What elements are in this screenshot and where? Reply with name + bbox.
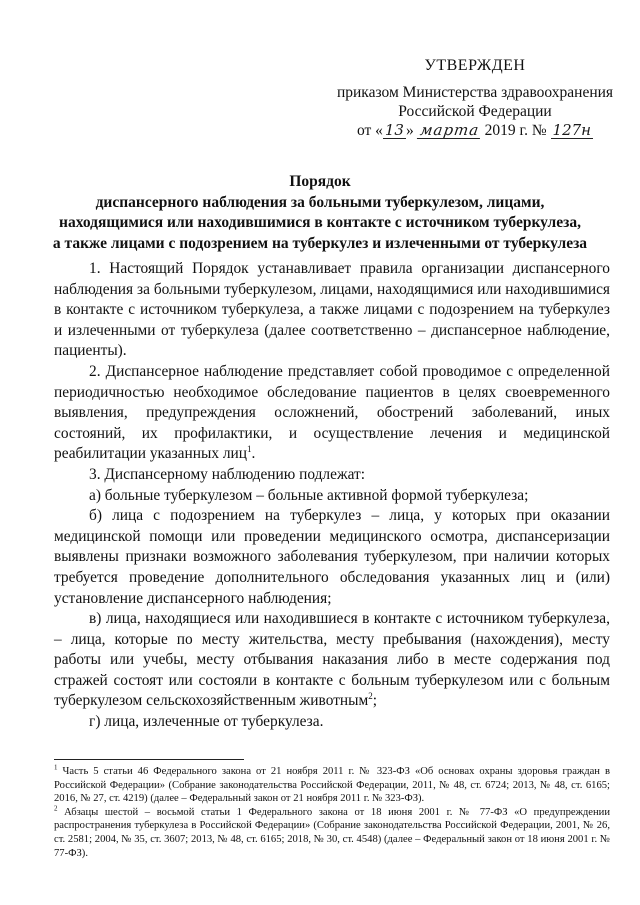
order-date-line [330, 121, 620, 140]
footnote-1-mark: 1 [54, 763, 58, 772]
order-year: 2019 г. [484, 122, 528, 139]
paragraph-3v-end: ; [372, 692, 378, 710]
footnote-2-text: Абзацы шестой – восьмой статьи 1 Федерального закона от 18 июня 2001 г. № 77-ФЗ «О предупреждении распространения туберкулеза в Российской Федерации» (Собрание законодательства Российской Федерации, 2001, № 26, ст. 2581; 2004, № 35, ст. 3607; 2013, № 48, ст. 6165; 2018, № 30, ст. 4548) (далее – Федеральный закон от 18 июня 2001 г. № 77-ФЗ). [54, 806, 610, 859]
date-prefix: от « [356, 122, 383, 139]
paragraph-3a: а) больные туберкулезом – больные активной формой туберкулеза; [89, 486, 529, 504]
number-prefix: № [531, 122, 547, 139]
paragraph-1: 1. Настоящий Порядок устанавливает правила организации диспансерного наблюдения за больными туберкулезом, лицами, находящимися или находившимися в контакте с источником туберкулеза, а также лицами с подозрением на туберкулез и излеченными от туберкулеза (далее соответственно – диспансерное наблюдение, пациенты). [54, 260, 610, 360]
title-line-3: находящимися или находившимися в контакте с источником туберкулеза, [59, 214, 581, 231]
paragraph-3v-text: в) лица, находящиеся или находившиеся в контакте с источником туберкулеза, – лица, которые по месту жительства, месту пребывания (нахождения), месту работы или учебы, месту отбывания наказания либо в месте содержания под стражей состоят или состояли в контакте с больным туберкулезом или с больным туберкулезом сельскохозяйственным животным [54, 610, 610, 710]
paragraph-3b: б) лица с подозрением на туберкулез – лица, у которых при оказании медицинской помощи или проведении медицинского осмотра, диспансеризации выявлены признаки возможного заболевания туберкулезом, при наличии которых требуется проведение дополнительного обследования указанных лиц и (или) установление диспансерного наблюдения; [54, 507, 610, 607]
paragraph-3g: г) лица, излеченные от туберкулеза. [89, 713, 324, 731]
handwritten-month: марта [418, 121, 481, 139]
paragraph-2-end: . [251, 445, 256, 463]
document-title [20, 172, 620, 254]
paragraph-2-text: 2. Диспансерное наблюдение представляет собой проводимое с определенной периодичностью необходимое обследование пациентов в целях своевременного выявления, предупреждения осложнений, обострений заболеваний, иных состояний, их профилактики, и осуществление лечения и медицинской реабилитации указанных лиц [54, 362, 610, 463]
paragraph-3: 3. Диспансерному наблюдению подлежат: [89, 465, 366, 483]
title-line-4: а также лицами с подозрением на туберкулез и излеченными от туберкулеза [52, 234, 588, 252]
title-line-2: диспансерного наблюдения за больными туберкулезом, лицами, [95, 193, 545, 211]
handwritten-day: 13 [384, 121, 404, 139]
handwritten-order-number: 127н [552, 121, 592, 139]
footnote-1 [54, 765, 610, 806]
footnote-2-mark: 2 [54, 804, 58, 813]
approval-line-1: приказом Министерства здравоохранения [336, 84, 614, 101]
paragraph-3v [54, 609, 610, 712]
footnote-divider [54, 759, 244, 760]
paragraph-2 [54, 362, 610, 465]
footnote-ref-1[interactable]: 1 [247, 444, 252, 455]
footnote-ref-2[interactable]: 2 [368, 691, 373, 702]
date-mid: » [405, 122, 414, 139]
footnote-1-text: Часть 5 статьи 46 Федерального закона от 21 ноября 2011 г. № 323-ФЗ «Об основах охраны здоровья граждан в Российской Федерации» (Собрание законодательства Российской Федерации, 2011, № 48, ст. 6724; 2013, № 48, ст. 6165; 2016, № 27, ст. 4219) (далее – Федеральный закон от 21 ноября 2011 г. № 323-ФЗ). [54, 766, 610, 805]
approval-line-2: Российской Федерации [398, 103, 552, 120]
document-body [54, 259, 610, 733]
footnote-2 [54, 806, 610, 860]
approval-stamp [330, 56, 620, 140]
title-line-1: Порядок [289, 173, 351, 190]
approved-heading: УТВЕРЖДЕН [424, 57, 526, 74]
footnotes [54, 765, 610, 860]
